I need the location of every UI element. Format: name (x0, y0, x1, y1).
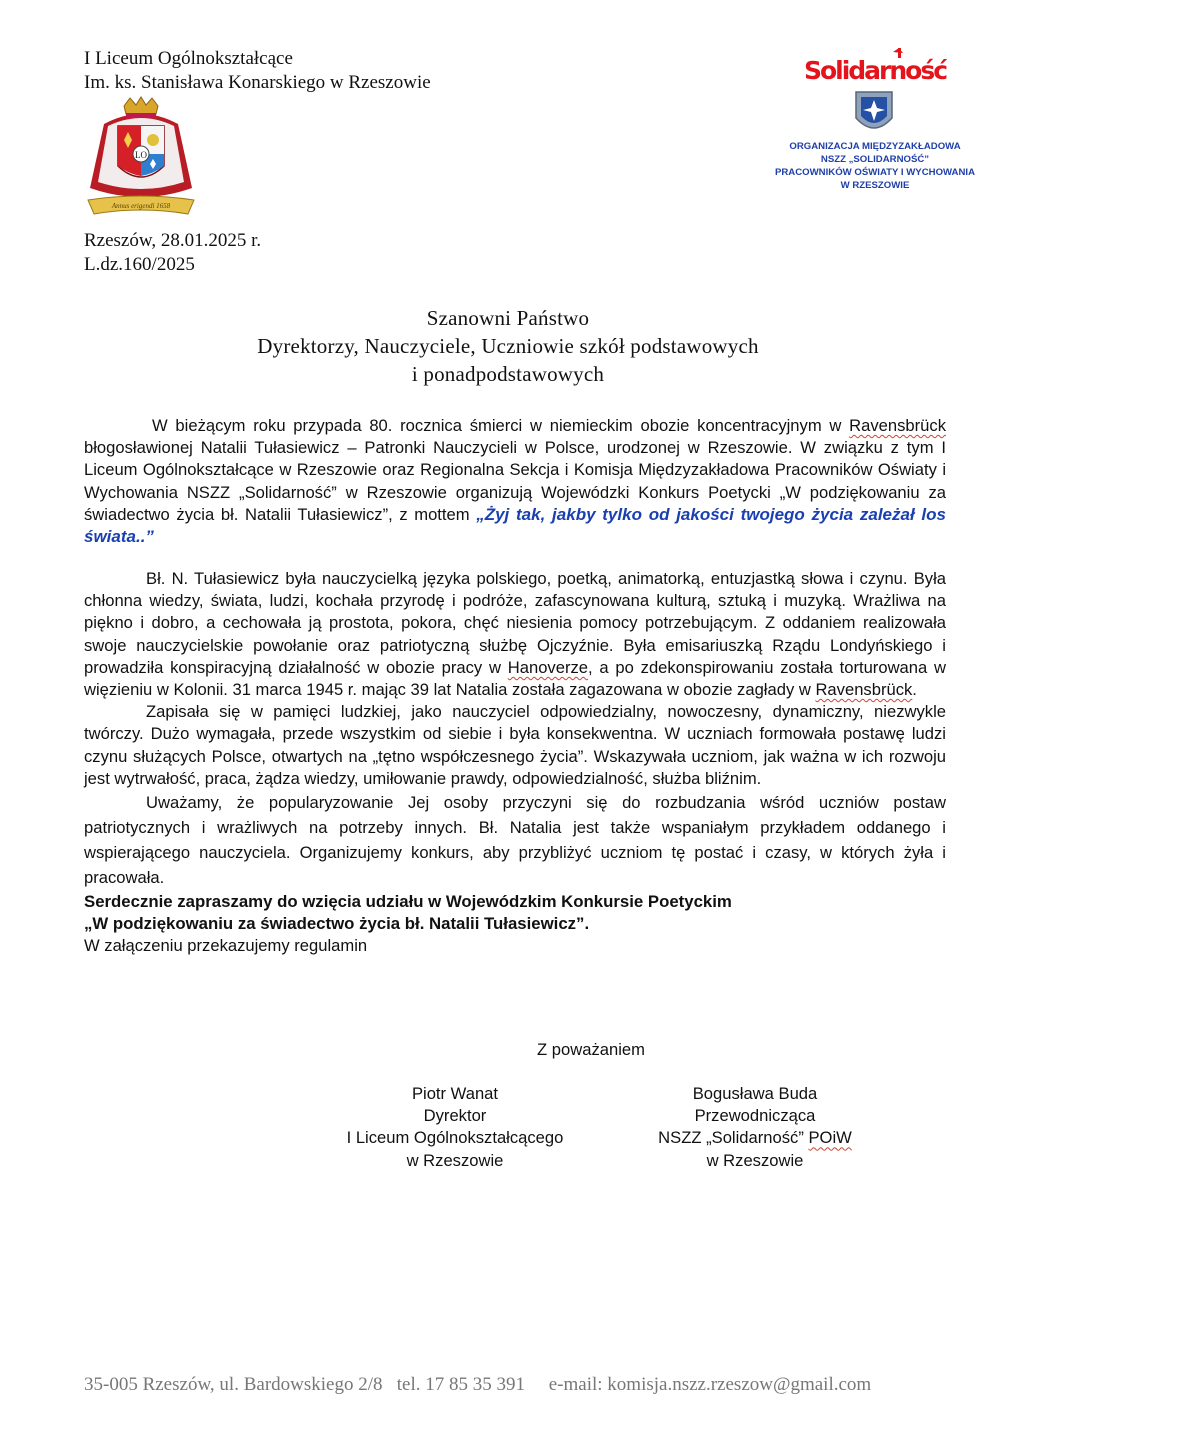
addressee-line3: i ponadpodstawowych (411, 362, 605, 386)
school-name-line2: Im. ks. Stanisława Konarskiego w Rzeszowie (84, 72, 431, 93)
signer2-name: Bogusława Buda (692, 1084, 818, 1103)
signer1-name: Piotr Wanat (411, 1084, 499, 1103)
footer-email: e-mail: komisja.nszz.rzeszow@gmail.com (548, 1374, 872, 1395)
signer2-city: w Rzeszowie (706, 1150, 804, 1170)
svg-text:Solidarność: Solidarność (803, 56, 947, 85)
letter-body-paragraph-4: Uważamy, że popularyzowanie Jej osoby przyczyni się do rozbudzania wśród uczniów postaw patriotycznych i wrażliwych na potrzeby innych. Bł. Natalia jest także wspaniałym przykładem oddanego i wspierającego nauczyciela. Organizujemy konkurs, aby przybliżyć uczniom tę postać i czasy, w których żyła i pracowała. (84, 793, 946, 888)
letter-addressees (0, 304, 1016, 388)
signature-union-chair (640, 1083, 870, 1172)
footer-contact (84, 1374, 871, 1396)
svg-text:Annus erigendi 1658: Annus erigendi 1658 (111, 202, 171, 210)
letter-meta (84, 229, 261, 277)
school-header (84, 47, 431, 95)
signer2-org: NSZZ „Solidarność” POiW (658, 1128, 852, 1148)
union-badge-icon (852, 88, 896, 138)
footer-address: 35-005 Rzeszów, ul. Bardowskiego 2/8 (84, 1374, 383, 1395)
signer1-city: w Rzeszowie (406, 1150, 504, 1170)
contest-motto: „Żyj tak, jakby tylko od jakości twojego życia zależał los świata..” (84, 504, 946, 547)
signer1-org: I Liceum Ogólnokształcącego (346, 1128, 564, 1148)
letter-body-paragraph-1: W bieżącym roku przypada 80. rocznica śmierci w niemieckim obozie koncentracyjnym w Ravensbrück błogosławionej Natalii Tułasiewicz – Patronki Nauczycieli w Polsce, urodzonej w Rzeszowie. W związku z tym I Liceum Ogólnokształcące w Rzeszowie oraz Regionalna Sekcja i Komisja Międzyzakładowa Pracowników Oświaty i Wychowania NSZZ „Solidarność” w Rzeszowie organizują Wojewódzki Konkurs Poetycki „W podziękowaniu za świadectwo życia bł. Natalii Tułasiewicz”, z mottem „Żyj tak, jakby tylko od jakości twojego życia zależał los świata..” (84, 416, 946, 547)
letter-body-paragraph-2: Bł. N. Tułasiewicz była nauczycielką języka polskiego, poetką, animatorką, entuzjastką słowa i czynu. Była chłonna wiedzy, świata, ludzi, kochała przyrodę i podróże, zafascynowana kulturą, sztuką i muzyką. Wrażliwa na piękno i dobro, a cechowała ją prostota, pokora, chęć niesienia pomocy potrzebującym. Z oddaniem realizowała swoje nauczycielskie powołanie oraz patriotyczną służbę Ojczyźnie. Była emisariuszką Rządu Londyńskiego i prowadziła konspiracyjną działalność w obozie pracy w Hanoverze, a po zdekonspirowaniu została torturowana w więzieniu w Kolonii. 31 marca 1945 r. mając 39 lat Natalia została zagazowana w obozie zagłady w Ravensbrück. Zapisała się w pamięci ludzkiej, jako nauczyciel odpowiedzialny, nowoczesny, dynamiczny, niezwykle twórczy. Dużo wymagała, przede wszystkim od siebie i była konsekwentna. W uczniach formowała postawę ludzi czynu służących Polsce, otwartych na „tętno współczesnego życia”. Wskazywała uczniom, jak ważna w ich rozwoju jest wytrwałość, praca, żądza wiedzy, umiłowanie prawdy, odpowiedzialność, służba bliźnim. Uważamy, że popularyzowanie Jej osoby przyczyni się do rozbudzania wśród uczniów postaw patriotycznych i wrażliwych na potrzeby innych. Bł. Natalia jest także wspaniałym przykładem oddanego i wspierającego nauczyciela. Organizujemy konkurs, aby przybliżyć uczniom tę postać i czasy, w których żyła i pracowała. Serdecznie zapraszamy do wzięcia udziału w Wojewódzkim Konkursie Poetyckim „W podziękowaniu za świadectwo życia bł. Natalii Tułasiewicz”. W załączeniu przekazujemy regulamin (84, 568, 946, 958)
svg-text:LO: LO (135, 150, 147, 160)
addressee-line2: Dyrektorzy, Nauczyciele, Uczniowie szkół podstawowych (257, 334, 759, 358)
school-name-line1: I Liceum Ogólnokształcące (84, 48, 293, 69)
letter-body-paragraph-3: Zapisała się w pamięci ludzkiej, jako nauczyciel odpowiedzialny, nowoczesny, dynamiczny, niezwykle twórczy. Dużo wymagała, przede wszystkim od siebie i była konsekwentna. W uczniach formowała postawę ludzi czynu służących Polsce, otwartych na „tętno współczesnego życia”. Wskazywała uczniom, jak ważna w ich rozwoju jest wytrwałość, praca, żądza wiedzy, umiłowanie prawdy, odpowiedzialność, służba bliźnim. (84, 702, 946, 788)
signature-director (300, 1083, 610, 1172)
signer2-title: Przewodnicząca (694, 1106, 816, 1126)
attachment-note: W załączeniu przekazujemy regulamin (84, 936, 368, 956)
school-crest-icon (84, 96, 198, 222)
solidarnosc-logo (760, 36, 990, 196)
reference-number: L.dz.160/2025 (84, 254, 195, 275)
solidarnosc-wordmark-icon (803, 48, 947, 85)
signer1-title: Dyrektor (423, 1106, 487, 1126)
union-org-name: ORGANIZACJA MIĘDZYZAKŁADOWA NSZZ „SOLIDARNOŚĆ” PRACOWNIKÓW OŚWIATY I WYCHOWANIA W RZESZOWIE (774, 141, 976, 191)
closing-salutation: Z poważaniem (537, 1040, 645, 1059)
addressee-line1: Szanowni Państwo (426, 306, 590, 330)
footer-phone: tel. 17 85 35 391 (396, 1374, 525, 1395)
invitation: Serdecznie zapraszamy do wzięcia udziału w Wojewódzkim Konkursie Poetyckim „W podziękowaniu za świadectwo życia bł. Natalii Tułasiewicz”. (84, 892, 732, 934)
place-date: Rzeszów, 28.01.2025 r. (84, 230, 262, 251)
